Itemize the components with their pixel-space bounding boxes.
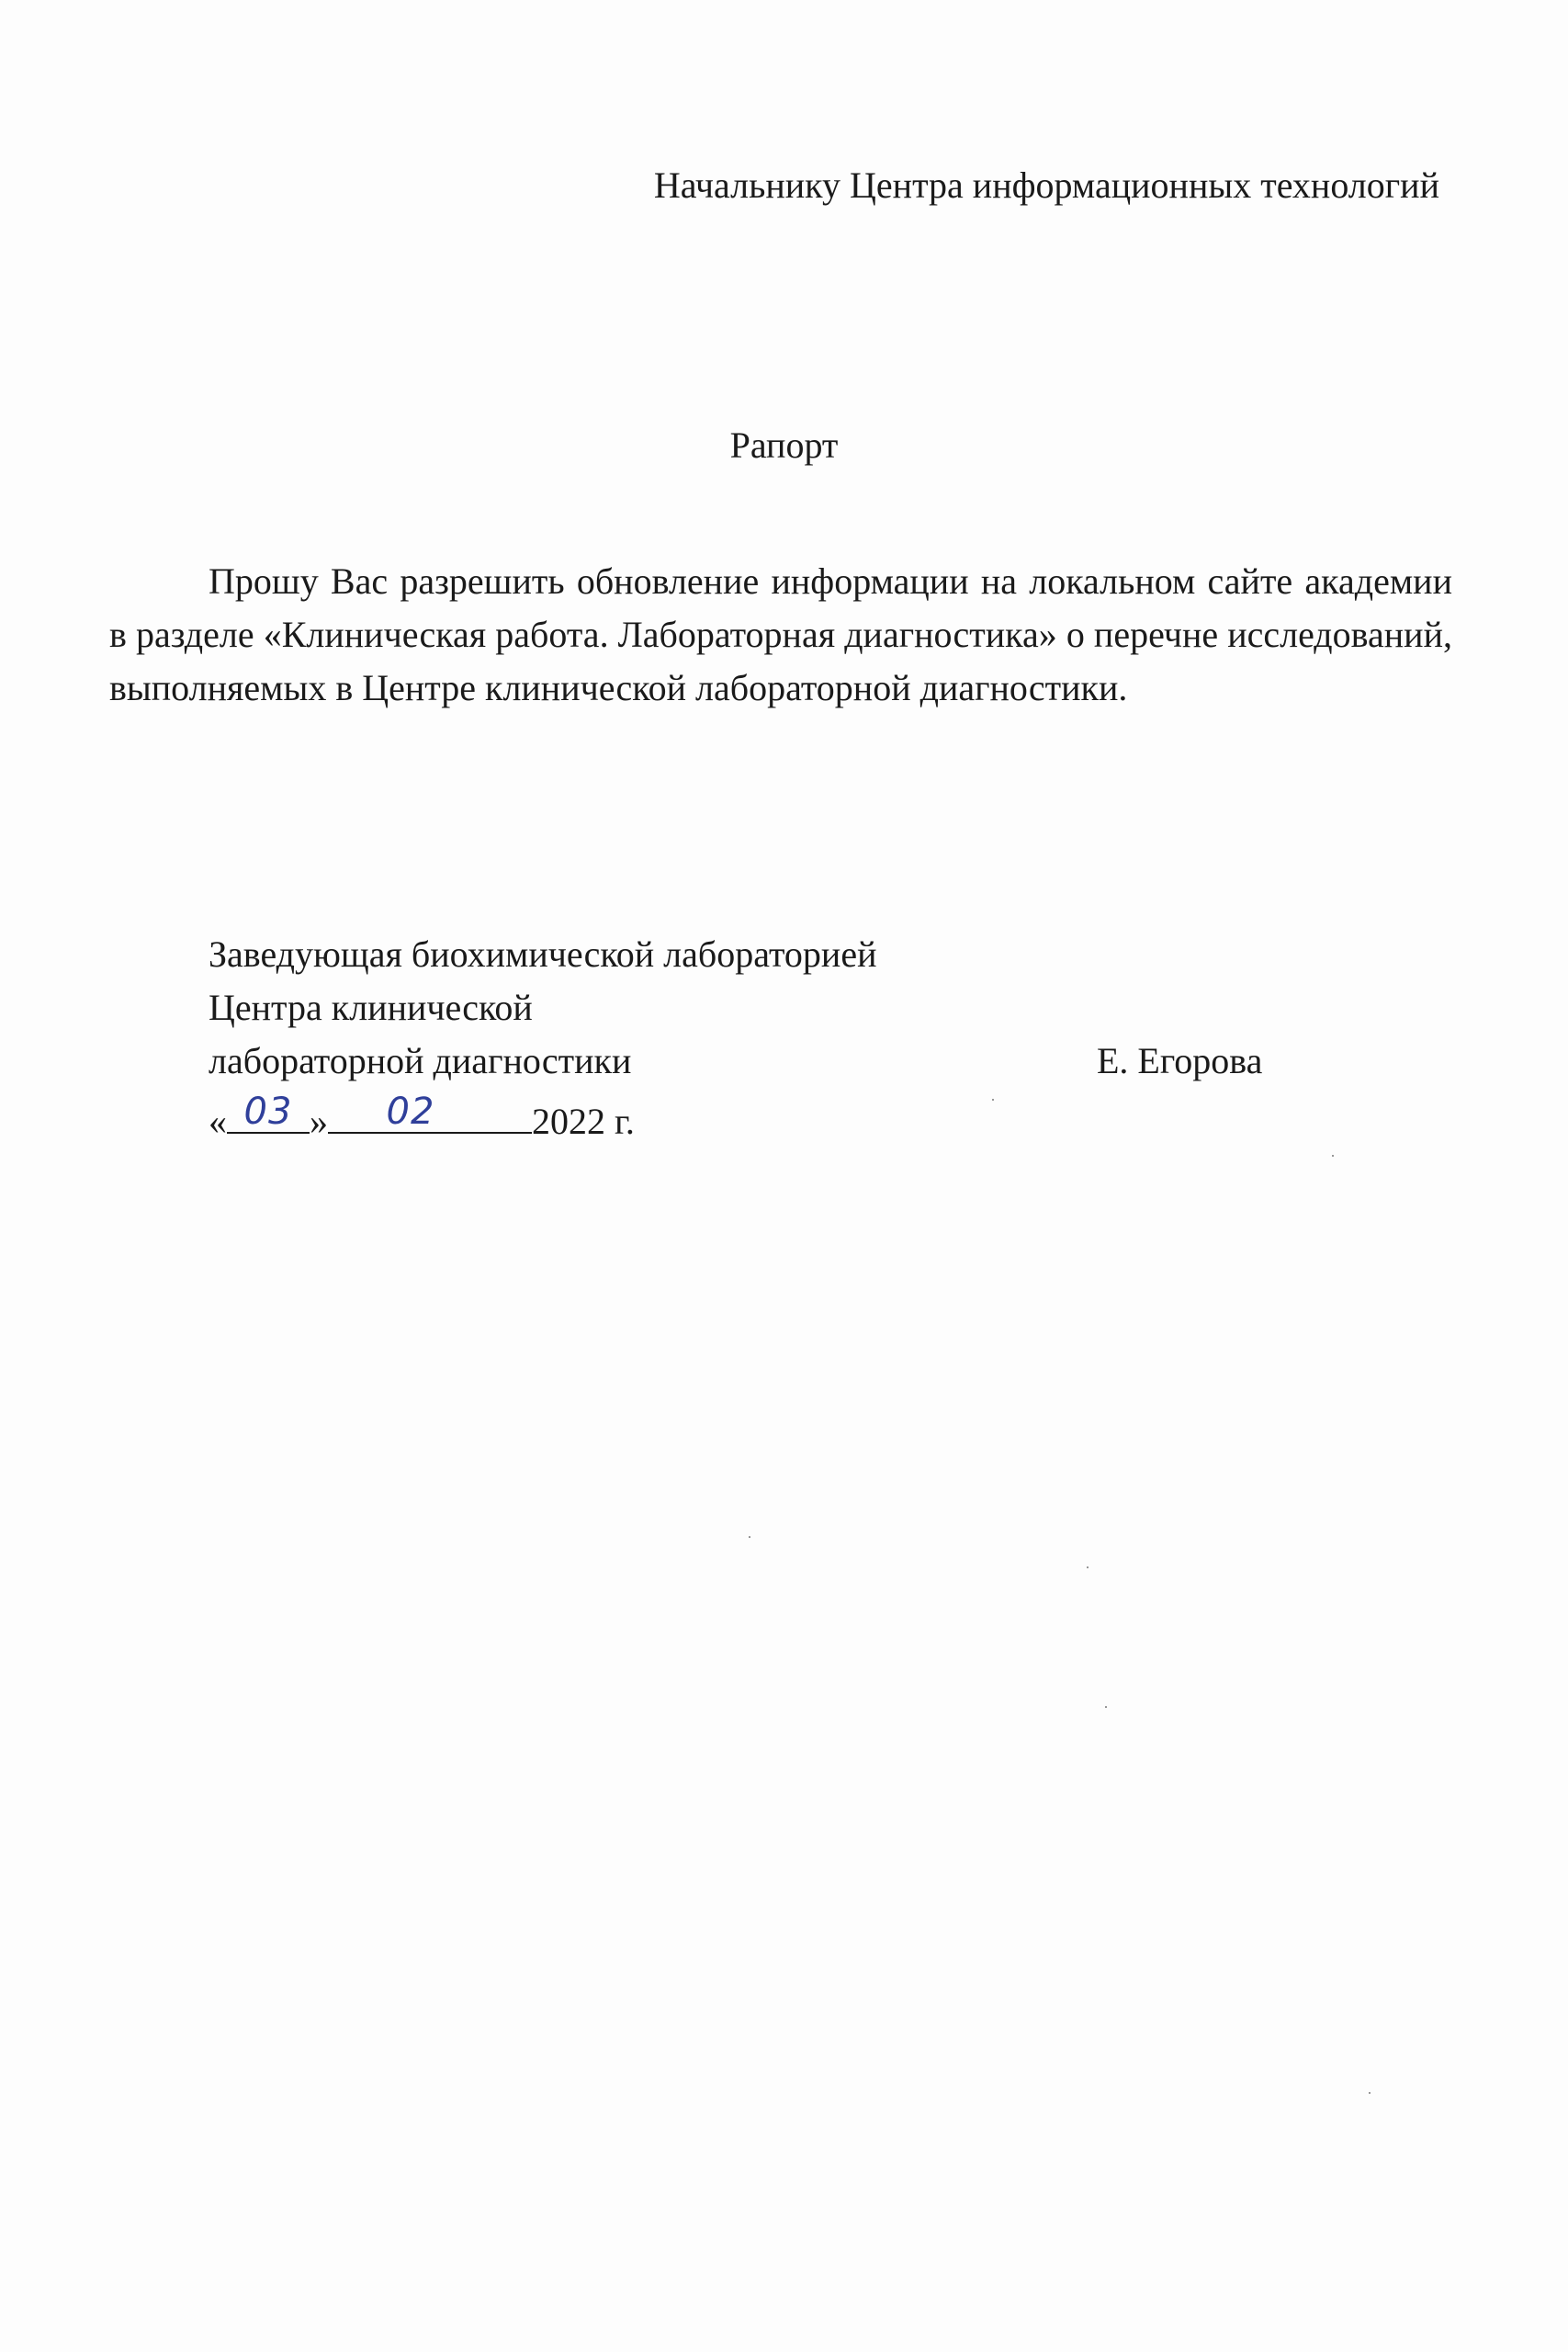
position-line-2: Центра клинической [209,987,533,1028]
position-line-3: лабораторной диагностики [209,1040,632,1081]
signer-name: Е. Егорова [1097,1040,1263,1081]
signature-block [209,928,876,1088]
body-paragraph: Прошу Вас разрешить обновление информации на локальном сайте академии в разделе «Клиническая работа. Лабораторная диагностика» о перечне исследований, выполняемых в Центре клинической лабораторной диагностики. [109,560,1452,708]
scan-speck [1332,1155,1334,1157]
date-day-handwritten: 03 [243,1091,293,1133]
document-title-text: Рапорт [729,424,839,466]
scan-speck [1369,2092,1371,2094]
date-month-handwritten: 02 [386,1091,435,1133]
scan-speck [1105,1706,1107,1708]
date-day-blank [227,1088,310,1134]
date-close-quote: » [310,1101,328,1142]
scan-speck [992,1099,994,1101]
date-year: 2022 г. [532,1101,635,1142]
position-line-1: Заведующая биохимической лабораторией [209,933,877,975]
scan-speck [749,1536,750,1538]
addressee: Начальнику Центра информационных технологий [653,164,1439,206]
date-open-quote: « [209,1101,227,1142]
scan-speck [1087,1566,1089,1568]
document-title [0,424,1568,468]
date-month-blank [328,1088,532,1134]
date-line [209,1088,635,1147]
